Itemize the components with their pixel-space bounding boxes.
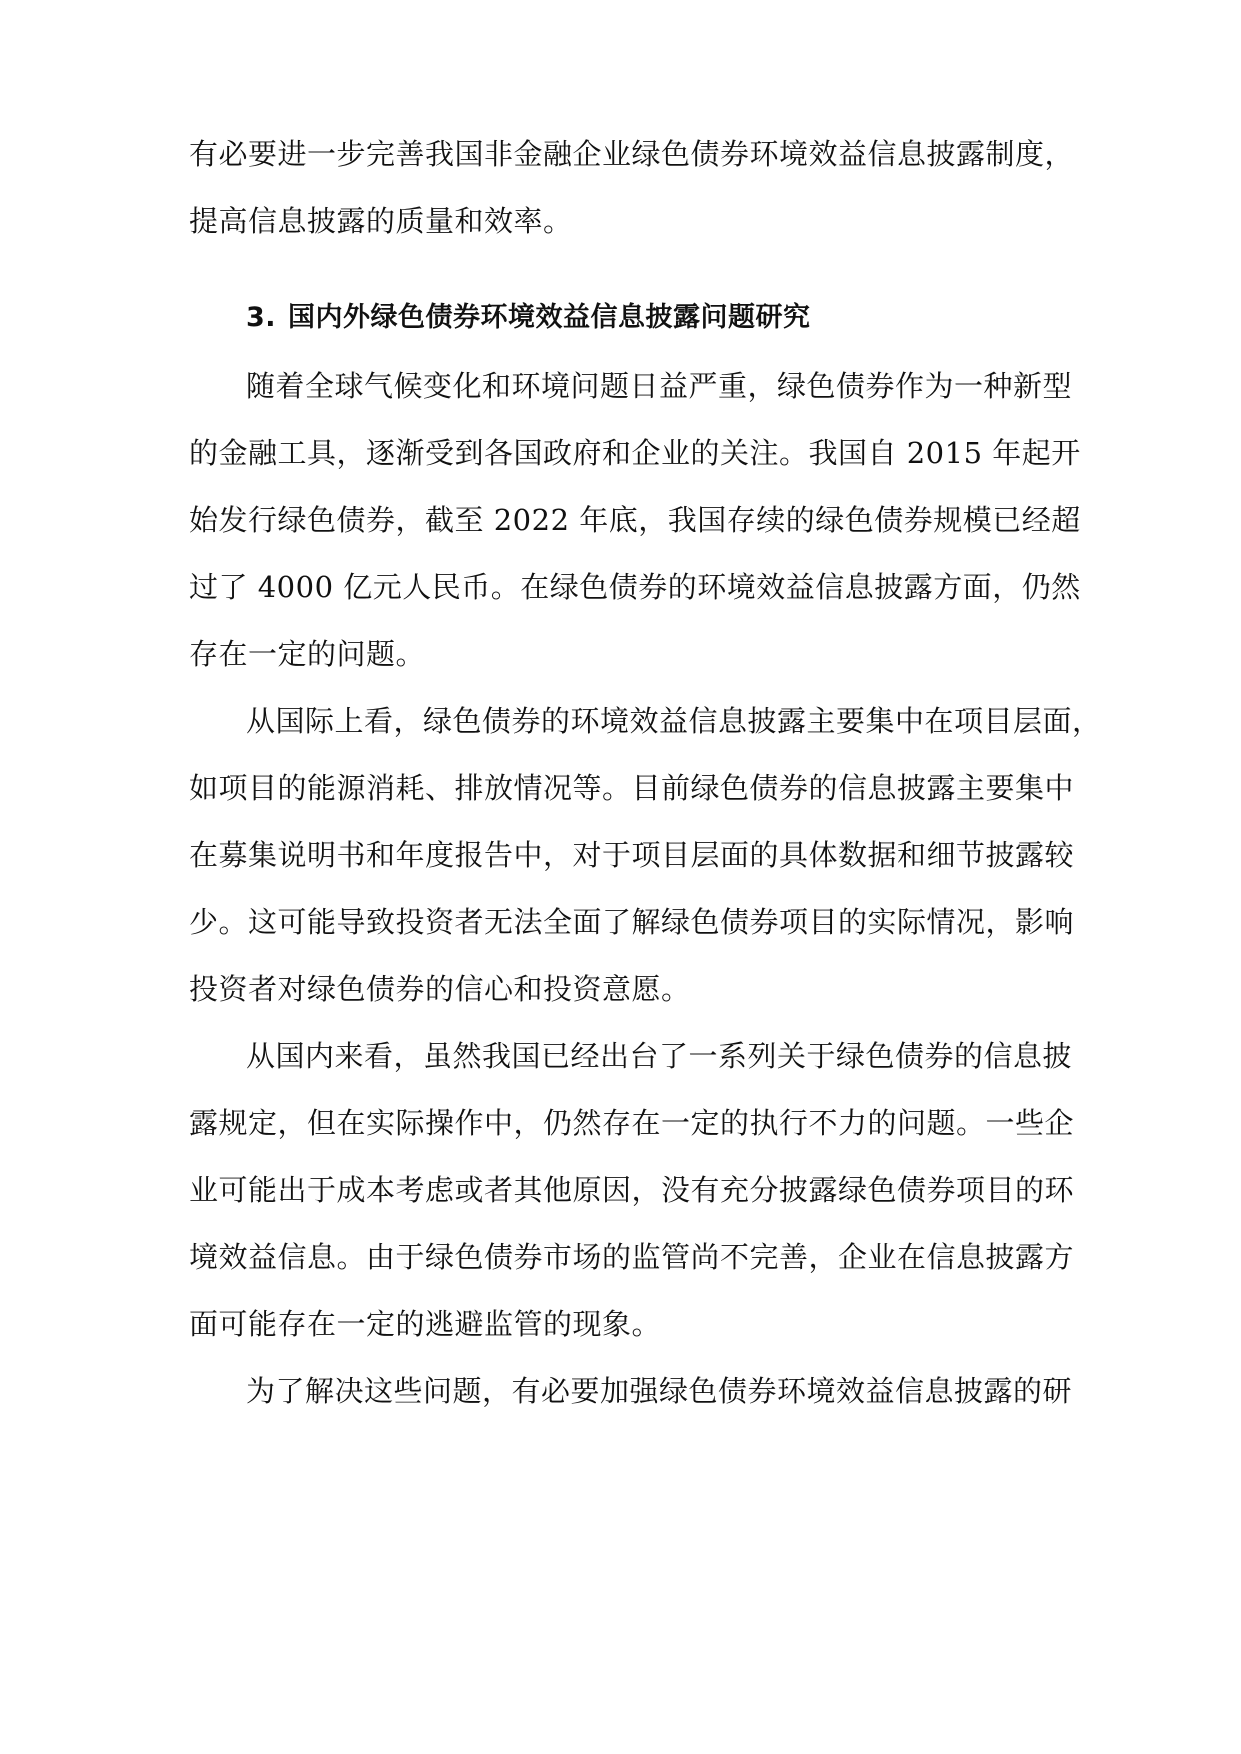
paragraph-2-line-2: 如项目的能源消耗、排放情况等。目前绿色债券的信息披露主要集中	[189, 771, 1075, 805]
paragraph-3-line-2: 露规定，但在实际操作中，仍然存在一定的执行不力的问题。一些企	[189, 1106, 1075, 1140]
paragraph-2-line-5: 投资者对绿色债券的信心和投资意愿。	[189, 972, 691, 1006]
paragraph-1-line-3: 始发行绿色债券，截至 2022 年底，我国存续的绿色债券规模已经超	[189, 503, 1081, 537]
paragraph-1-line-4: 过了 4000 亿元人民币。在绿色债券的环境效益信息披露方面，仍然	[189, 570, 1081, 604]
section-heading	[246, 296, 1126, 340]
paragraph-2-line-4: 少。这可能导致投资者无法全面了解绿色债券项目的实际情况，影响	[189, 905, 1075, 939]
paragraph-3-line-4: 境效益信息。由于绿色债券市场的监管尚不完善，企业在信息披露方	[189, 1240, 1075, 1274]
paragraph-3-line-5: 面可能存在一定的逃避监管的现象。	[189, 1307, 662, 1341]
paragraph-1-line-2: 的金融工具，逐渐受到各国政府和企业的关注。我国自 2015 年起开	[189, 436, 1081, 470]
intro-line-1: 有必要进一步完善我国非金融企业绿色债券环境效益信息披露制度，	[189, 137, 1075, 171]
paragraph-1-line-1: 随着全球气候变化和环境问题日益严重，绿色债券作为一种新型	[246, 369, 1073, 403]
paragraph-2-line-1: 从国际上看，绿色债券的环境效益信息披露主要集中在项目层面，	[246, 704, 1102, 738]
paragraph-2-line-3: 在募集说明书和年度报告中，对于项目层面的具体数据和细节披露较	[189, 838, 1075, 872]
section-number: 3.	[246, 302, 277, 333]
paragraph-3-line-1: 从国内来看，虽然我国已经出台了一系列关于绿色债券的信息披	[246, 1039, 1073, 1073]
intro-line-2: 提高信息披露的质量和效率。	[189, 204, 573, 238]
section-title: 国内外绿色债券环境效益信息披露问题研究	[288, 302, 811, 333]
paragraph-1-line-5: 存在一定的问题。	[189, 637, 426, 671]
paragraph-4-line-1: 为了解决这些问题，有必要加强绿色债券环境效益信息披露的研	[246, 1374, 1073, 1408]
paragraph-3-line-3: 业可能出于成本考虑或者其他原因，没有充分披露绿色债券项目的环	[189, 1173, 1075, 1207]
